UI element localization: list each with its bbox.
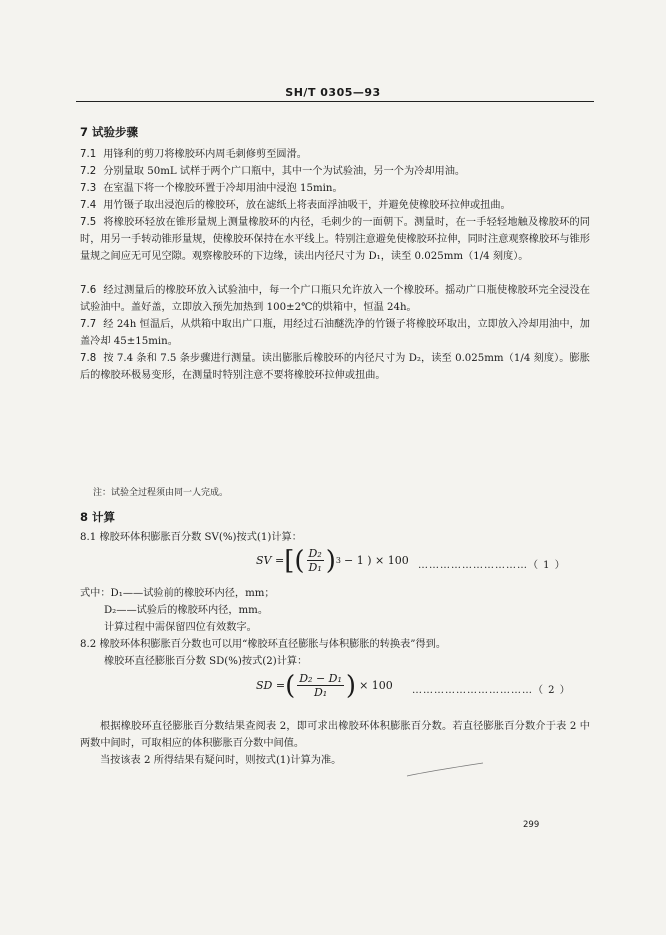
section-7-note: 注：试验全过程须由同一人完成。 <box>93 488 229 498</box>
formula-1-paren-close: ) <box>325 545 336 576</box>
formula-2-numerator: D₂ − D₁ <box>299 672 342 685</box>
clause-text: 按 7.4 条和 7.5 条步骤进行测量。读出膨胀后橡胶环的内径尺寸为 D₂，读至 0.025mm（1/4 刻度）。膨胀后的橡胶环极易变形，在测量时特别注意不要将橡胶环拉伸或扭曲。 <box>80 353 590 381</box>
formula-2-fraction <box>297 672 344 699</box>
formula-2 <box>256 672 393 699</box>
clause-number: 7.5 <box>80 217 97 228</box>
clause-number: 7.2 <box>80 166 97 177</box>
clause-number: 7.3 <box>80 183 97 194</box>
clause-7-6 <box>80 282 590 316</box>
clause-text: 用竹镊子取出浸泡后的橡胶环，放在滤纸上将表面浮油吸干，并避免使橡胶环拉伸或扭曲。 <box>103 200 511 211</box>
clause-8-2: 8.2 橡胶环体积膨胀百分数也可以用“橡胶环直径膨胀与体积膨胀的转换表”得到。 <box>80 639 447 650</box>
standard-header: SH/T 0305—93 <box>285 86 381 99</box>
clause-number: 7.8 <box>80 353 97 364</box>
formula-1-denominator: D₁ <box>308 561 322 574</box>
formula-2-paren-close: ) <box>345 670 357 701</box>
clause-text: 用锋利的剪刀将橡胶环内周毛刺修剪至圆滑。 <box>103 149 307 160</box>
formula-2-lhs: SD = <box>256 679 286 692</box>
clause-text: 分别量取 50mL 试样于两个广口瓶中，其中一个为试验油，另一个为冷却用油。 <box>103 166 466 177</box>
clause-number: 7.4 <box>80 200 97 211</box>
clause-7-8 <box>80 350 590 384</box>
pen-mark <box>405 760 485 780</box>
where-d1: 式中：D₁——试验前的橡胶环内径，mm； <box>80 588 275 599</box>
clause-8-2-sd: 橡胶环直径膨胀百分数 SD(%)按式(2)计算： <box>104 656 308 667</box>
clause-number: 7.6 <box>80 285 97 296</box>
clause-7-7 <box>80 316 590 350</box>
formula-2-rest: × 100 <box>359 679 393 692</box>
formula-1-rest: − 1 ) × 100 <box>343 554 409 567</box>
clause-7-1 <box>80 146 590 163</box>
formula-2-denominator: D₁ <box>313 686 328 699</box>
clause-text: 经过测量后的橡胶环放入试验油中，每一个广口瓶只允许放入一个橡胶环。摇动广口瓶使橡胶环完全浸没在试验油中。盖好盖，立即放入预先加热到 100±2℃的烘箱中，恒温 24h。 <box>80 285 590 313</box>
formula-1-number: …………………………（ 1 ） <box>418 560 566 571</box>
clause-7-2 <box>80 163 590 180</box>
formula-2-number: ……………………………（ 2 ） <box>412 685 571 696</box>
clause-text: 在室温下将一个橡胶环置于冷却用油中浸泡 15min。 <box>103 183 343 194</box>
formula-2-paren-open: ( <box>285 670 296 701</box>
clause-7-4 <box>80 197 590 214</box>
formula-1-lhs: SV = <box>256 554 285 567</box>
formula-1-numerator: D₂ <box>308 547 322 560</box>
clause-7-5 <box>80 214 590 265</box>
header-rule <box>76 101 594 102</box>
clause-text: 将橡胶环轻放在锥形量规上测量橡胶环的内径，毛刺少的一面朝下。测量时，在一手轻轻地触及橡胶环的同时，用另一手转动锥形量规，使橡胶环保持在水平线上。特别注意避免使橡胶环拉伸，同时注意观察橡胶环与锥形量规之间应无可见空隙。观察橡胶环的下边缘，读出内径尺寸为 D₁，读至 0.025mm（1/4 刻度）。 <box>80 217 590 262</box>
formula-1-fraction <box>307 547 324 574</box>
formula-1-exponent: 3 <box>335 556 341 565</box>
page-number: 299 <box>523 820 540 830</box>
clause-number: 7.1 <box>80 149 97 160</box>
clause-number: 7.7 <box>80 319 97 330</box>
section-8-title: 8 计算 <box>80 510 116 524</box>
section-7-title: 7 试验步骤 <box>80 125 139 139</box>
clause-7-3 <box>80 180 590 197</box>
clause-text: 经 24h 恒温后，从烘箱中取出广口瓶，用经过石油醚洗净的竹镊子将橡胶环取出，立即放入冷却用油中，加盖冷却 45±15min。 <box>80 319 590 347</box>
formula-1-paren-open: [( <box>284 545 305 576</box>
formula-1 <box>256 547 409 574</box>
clause-8-1: 8.1 橡胶环体积膨胀百分数 SV(%)按式(1)计算： <box>80 532 302 543</box>
where-d2: D₂——试验后的橡胶环内径，mm。 <box>104 605 269 616</box>
where-precision: 计算过程中需保留四位有效数字。 <box>104 622 257 633</box>
paragraph-doubt: 当按该表 2 所得结果有疑问时，则按式(1)计算为准。 <box>100 755 342 766</box>
paragraph-table-2: 根据橡胶环直径膨胀百分数结果查阅表 2，即可求出橡胶环体积膨胀百分数。若直径膨胀百分数介于表 2 中两数中间时，可取相应的体积膨胀百分数中间值。 <box>80 721 590 749</box>
